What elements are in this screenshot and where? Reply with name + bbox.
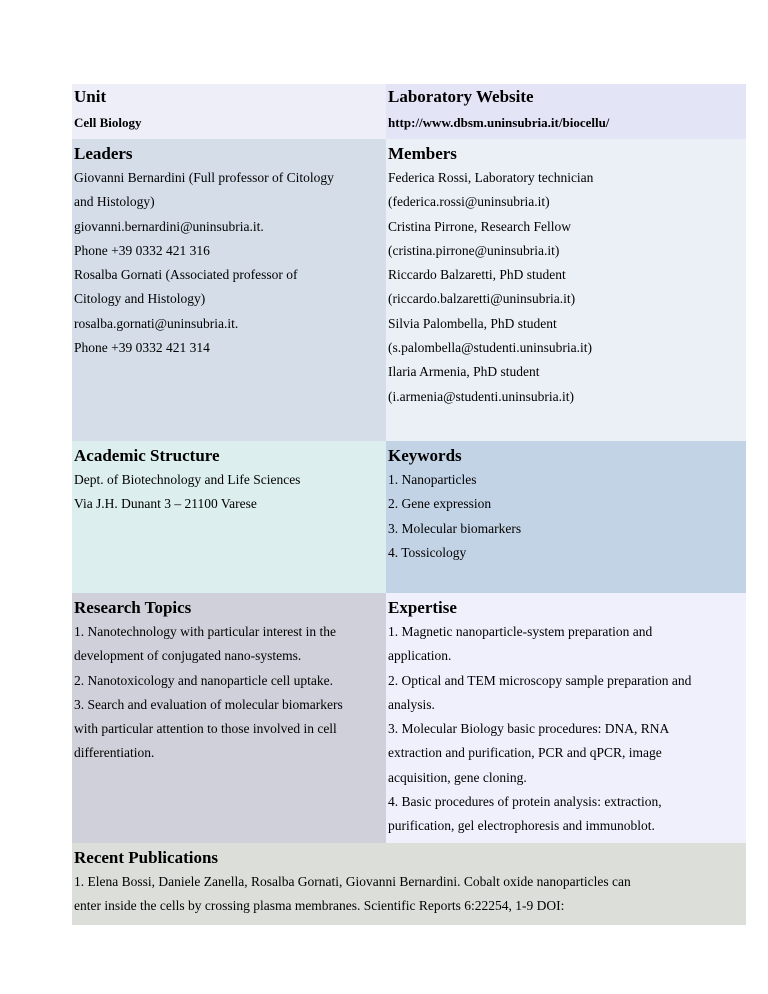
leader-email[interactable]: giovanni.bernardini@uninsubria.it.: [74, 218, 264, 234]
member-line: Riccardo Balzaretti, PhD student: [388, 267, 566, 283]
academic-line: Dept. of Biotechnology and Life Sciences: [74, 472, 301, 487]
publications-cell: [72, 843, 746, 925]
expertise-line: extraction and purification, PCR and qPCR, image: [388, 745, 662, 761]
member-line: Federica Rossi, Laboratory technician: [388, 170, 594, 185]
member-email[interactable]: (s.palombella@studenti.uninsubria.it): [388, 340, 593, 356]
research-row: [72, 593, 746, 843]
leaders-heading: Leaders: [74, 144, 133, 163]
leader-phone: Phone +39 0332 421 316: [74, 242, 210, 258]
research-line: differentiation.: [74, 745, 155, 761]
member-line: Cristina Pirrone, Research Fellow: [388, 218, 571, 234]
leader-email[interactable]: rosalba.gornati@uninsubria.it.: [74, 315, 239, 331]
expertise-cell: [386, 593, 746, 843]
academic-heading: Academic Structure: [74, 446, 220, 465]
member-email[interactable]: (federica.rossi@uninsubria.it): [388, 194, 550, 210]
website-heading: Laboratory Website: [388, 87, 534, 106]
member-email[interactable]: (riccardo.balzaretti@uninsubria.it): [388, 291, 576, 307]
publication-line: enter inside the cells by crossing plasma membranes. Scientific Reports 6:22254, 1-9 DOI:: [74, 898, 565, 914]
expertise-line: 2. Optical and TEM microscopy sample preparation and: [388, 672, 692, 688]
leader-phone: Phone +39 0332 421 314: [74, 340, 210, 356]
member-email[interactable]: (cristina.pirrone@uninsubria.it): [388, 242, 560, 258]
research-line: 3. Search and evaluation of molecular biomarkers: [74, 696, 343, 712]
unit-row: [72, 84, 746, 139]
keyword-item: 4. Tossicology: [388, 544, 467, 560]
research-line: development of conjugated nano-systems.: [74, 648, 302, 664]
research-line: with particular attention to those involved in cell: [74, 721, 337, 737]
expertise-line: application.: [388, 648, 452, 664]
keyword-item: 1. Nanoparticles: [388, 472, 477, 487]
expertise-line: 1. Magnetic nanoparticle-system preparation and: [388, 624, 653, 639]
member-line: Silvia Palombella, PhD student: [388, 315, 557, 331]
members-cell: [386, 139, 746, 441]
expertise-heading: Expertise: [388, 598, 457, 617]
research-heading: Research Topics: [74, 598, 192, 617]
research-line: 1. Nanotechnology with particular interest in the: [74, 624, 337, 639]
members-heading: Members: [388, 144, 457, 163]
keywords-cell: [386, 441, 746, 593]
leader-line: Citology and Histology): [74, 291, 206, 307]
unit-heading: Unit: [74, 87, 107, 106]
member-line: Ilaria Armenia, PhD student: [388, 364, 540, 380]
website-cell: [386, 84, 746, 139]
expertise-line: acquisition, gene cloning.: [388, 769, 527, 785]
keyword-item: 2. Gene expression: [388, 496, 492, 512]
keyword-item: 3. Molecular biomarkers: [388, 520, 522, 536]
publications-heading: Recent Publications: [74, 848, 219, 867]
website-link[interactable]: http://www.dbsm.uninsubria.it/biocellu/: [388, 115, 610, 130]
expertise-line: purification, gel electrophoresis and immunoblot.: [388, 818, 655, 834]
leader-line: Giovanni Bernardini (Full professor of Citology: [74, 170, 334, 185]
member-email[interactable]: (i.armenia@studenti.uninsubria.it): [388, 388, 575, 404]
unit-value: Cell Biology: [74, 115, 142, 130]
expertise-line: analysis.: [388, 696, 435, 712]
academic-cell: [72, 441, 386, 593]
publication-line: 1. Elena Bossi, Daniele Zanella, Rosalba Gornati, Giovanni Bernardini. Cobalt oxide nanoparticles can: [74, 874, 631, 889]
keywords-heading: Keywords: [388, 446, 462, 465]
academic-line: Via J.H. Dunant 3 – 21100 Varese: [74, 496, 257, 512]
people-row: [72, 139, 746, 441]
leader-line: Rosalba Gornati (Associated professor of: [74, 267, 298, 283]
unit-cell: [72, 84, 386, 139]
structure-row: [72, 441, 746, 593]
expertise-line: 3. Molecular Biology basic procedures: DNA, RNA: [388, 721, 670, 737]
lab-info-table: [72, 84, 746, 925]
leader-line: and Histology): [74, 194, 155, 210]
research-line: 2. Nanotoxicology and nanoparticle cell uptake.: [74, 672, 334, 688]
leaders-cell: [72, 139, 386, 441]
research-cell: [72, 593, 386, 843]
expertise-line: 4. Basic procedures of protein analysis: extraction,: [388, 794, 662, 810]
